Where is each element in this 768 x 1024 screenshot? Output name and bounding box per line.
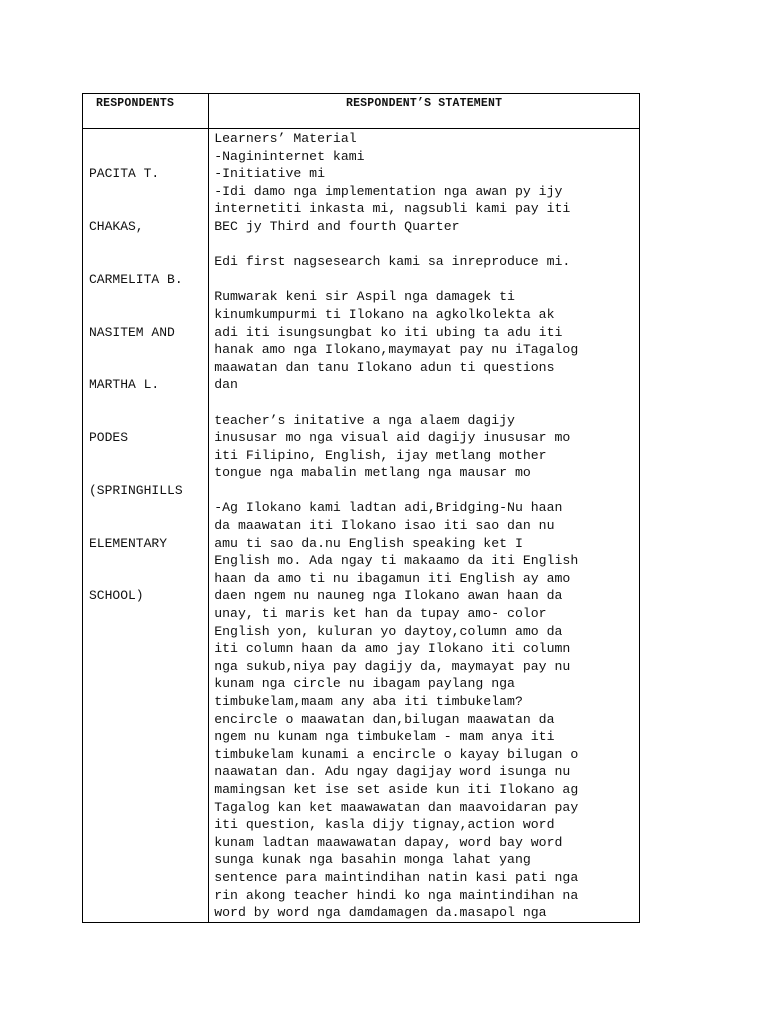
respondent-cell bbox=[83, 129, 209, 923]
statement-line: ngem nu kunam nga timbukelam - mam anya iti bbox=[214, 729, 555, 745]
statement-line: dan bbox=[214, 377, 238, 393]
respondent-line: PACITA T. bbox=[89, 166, 160, 182]
statement-paragraph bbox=[214, 253, 635, 271]
statement-line: -Nagininternet kami bbox=[214, 148, 365, 164]
respondents-table bbox=[82, 93, 640, 923]
statement-line: BEC jy Third and fourth Quarter bbox=[214, 218, 460, 234]
statement-line: daen ngem nu nauneg nga Ilokano awan haan da bbox=[214, 588, 563, 604]
statement-line: Edi first nagsesearch kami sa inreproduce mi. bbox=[214, 254, 571, 270]
respondent-line: SCHOOL) bbox=[89, 588, 144, 604]
respondent-line: CARMELITA B. bbox=[89, 271, 183, 287]
respondent-line: MARTHA L. bbox=[89, 377, 160, 393]
respondent-line: (SPRINGHILLS bbox=[89, 482, 183, 498]
respondent-line: CHAKAS, bbox=[89, 218, 144, 234]
statement-line: haan da amo ti nu ibagamun iti English ay amo bbox=[214, 570, 571, 586]
statement-line: internetiti inkasta mi, nagsubli kami pay iti bbox=[214, 201, 571, 217]
statement-line: nga sukub,niya pay dagijy da, maymayat pay nu bbox=[214, 658, 571, 674]
statement-line: -Idi damo nga implementation nga awan py ijy bbox=[214, 183, 563, 199]
statement-line: sentence para maintindihan natin kasi pati nga bbox=[214, 869, 579, 885]
statement-column-header: RESPONDENT’S STATEMENT bbox=[209, 94, 640, 129]
respondent-line: ELEMENTARY bbox=[89, 535, 168, 551]
statement-paragraph bbox=[214, 499, 635, 921]
statement-line: English yon, kuluran yo daytoy,column amo da bbox=[214, 623, 563, 639]
statement-line: maawatan dan tanu Ilokano adun ti questions bbox=[214, 359, 555, 375]
statement-line: Learners’ Material bbox=[214, 131, 357, 146]
statement-line: tongue nga mabalin metlang nga mausar mo bbox=[214, 465, 531, 481]
statement-line: naawatan dan. Adu ngay dagijay word isunga nu bbox=[214, 764, 571, 780]
statement-line: inususar mo nga visual aid dagijy inususar mo bbox=[214, 430, 571, 446]
statement-line: iti column haan da amo jay Ilokano iti column bbox=[214, 641, 571, 657]
paragraph-spacer bbox=[214, 482, 635, 500]
statement-line: -Initiative mi bbox=[214, 166, 326, 182]
statement-line: Rumwarak keni sir Aspil nga damagek ti bbox=[214, 289, 515, 305]
statement-line: unay, ti maris ket han da tupay amo- color bbox=[214, 606, 547, 622]
statement-line: da maawatan iti Ilokano isao iti sao dan nu bbox=[214, 518, 555, 534]
statement-paragraph bbox=[214, 412, 635, 482]
table-row bbox=[83, 129, 640, 923]
paragraph-spacer bbox=[214, 394, 635, 412]
statement-line: rin akong teacher hindi ko nga maintindihan na bbox=[214, 887, 579, 903]
statement-line: amu ti sao da.nu English speaking ket I bbox=[214, 535, 523, 551]
statement-line: iti question, kasla dijy tignay,action word bbox=[214, 817, 555, 833]
statement-line: -Ag Ilokano kami ladtan adi,Bridging-Nu haan bbox=[214, 500, 563, 516]
table-header-row bbox=[83, 94, 640, 129]
statement-line: sunga kunak nga basahin monga lahat yang bbox=[214, 852, 531, 868]
statement-line: kunam ladtan maawawatan dapay, word bay word bbox=[214, 834, 563, 850]
statement-line: teacher’s initative a nga alaem dagijy bbox=[214, 412, 515, 428]
statement-line: kinumkumpurmi ti Ilokano na agkolkolekta ak bbox=[214, 306, 555, 322]
statement-line: timbukelam,maam any aba iti timbukelam? bbox=[214, 694, 523, 709]
statement-line: adi iti isungsungbat ko iti ubing ta adu iti bbox=[214, 324, 563, 340]
statement-line: iti Filipino, English, ijay metlang mother bbox=[214, 447, 547, 463]
statement-line: English mo. Ada ngay ti makaamo da iti English bbox=[214, 553, 579, 569]
statement-line: mamingsan ket ise set aside kun iti Ilokano ag bbox=[214, 781, 579, 797]
statement-line: timbukelam kunami a encircle o kayay bilugan o bbox=[214, 746, 579, 762]
statement-line: word by word nga damdamagen da.masapol nga bbox=[214, 905, 547, 921]
statement-line: Tagalog kan ket maawawatan dan maavoidaran pay bbox=[214, 799, 579, 815]
statement-cell bbox=[209, 129, 640, 923]
paragraph-spacer bbox=[214, 271, 635, 289]
respondent-line: NASITEM AND bbox=[89, 324, 175, 340]
statement-line: hanak amo nga Ilokano,maymayat pay nu iTagalog bbox=[214, 342, 579, 358]
paragraph-spacer bbox=[214, 236, 635, 254]
respondents-column-header: RESPONDENTS bbox=[83, 94, 209, 129]
statement-paragraph bbox=[214, 130, 635, 236]
statement-paragraph bbox=[214, 288, 635, 394]
respondent-line: PODES bbox=[89, 430, 129, 446]
statement-line: encircle o maawatan dan,bilugan maawatan da bbox=[214, 711, 555, 727]
statement-line: kunam nga circle nu ibagam paylang nga bbox=[214, 676, 515, 692]
